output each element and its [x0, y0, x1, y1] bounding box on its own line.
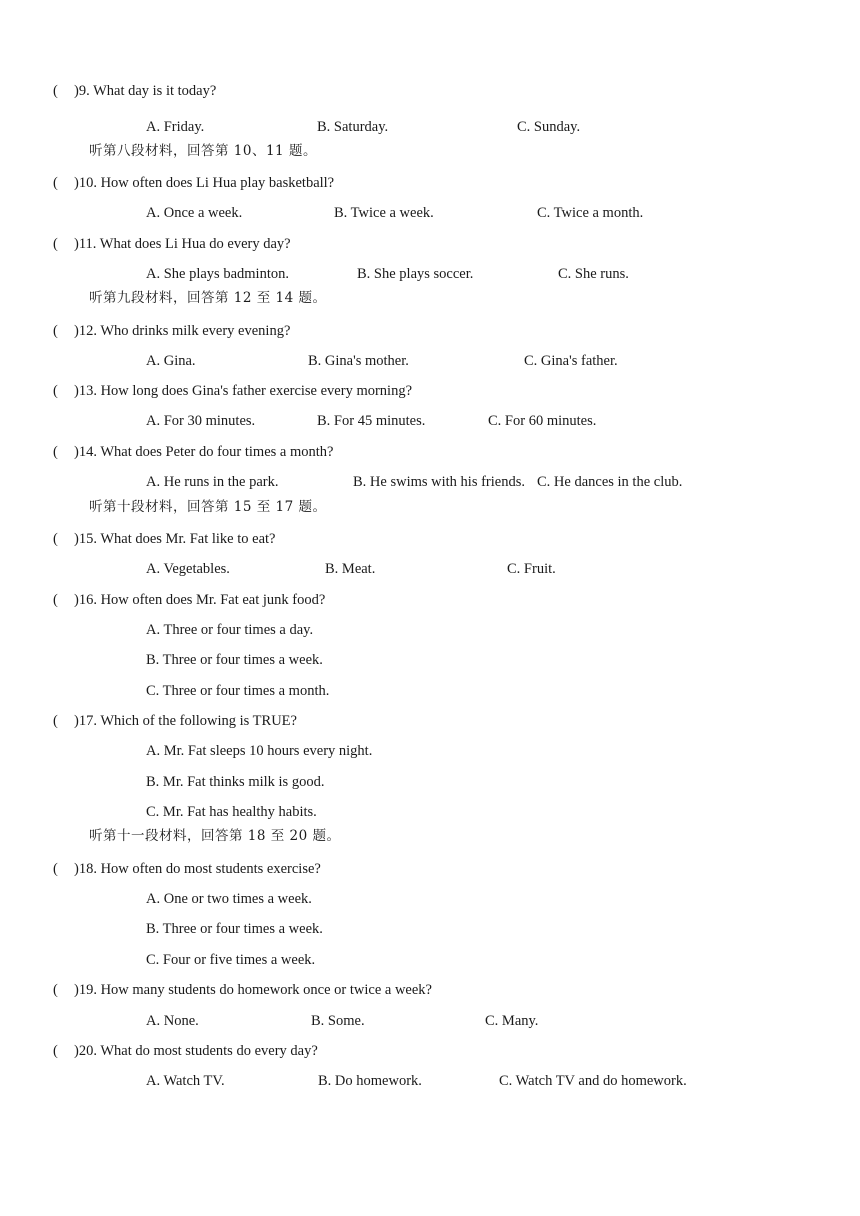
option-b: B. Three or four times a week. — [146, 921, 323, 937]
question-stem: )13. How long does Gina's father exercise every morning? — [74, 383, 413, 399]
option-a: A. Gina. — [146, 353, 196, 369]
section-heading-11: 听第十一段材料，回答第 18 至 20 题。 — [89, 828, 341, 844]
answer-blank-10: ( — [53, 175, 58, 191]
option-c: C. Fruit. — [507, 561, 556, 577]
answer-blank-15: ( — [53, 531, 58, 547]
question-stem: )10. How often does Li Hua play basketball? — [74, 175, 335, 191]
question-stem: )19. How many students do homework once or twice a week? — [74, 982, 432, 998]
option-a: A. For 30 minutes. — [146, 413, 256, 429]
option-b: B. Do homework. — [318, 1073, 422, 1089]
option-c: C. For 60 minutes. — [488, 413, 597, 429]
question-stem: )14. What does Peter do four times a month? — [74, 444, 334, 460]
option-b: B. For 45 minutes. — [317, 413, 426, 429]
answer-blank-11: ( — [53, 236, 58, 252]
question-stem: )12. Who drinks milk every evening? — [74, 323, 291, 339]
option-c: C. Four or five times a week. — [146, 952, 316, 968]
option-b: B. Twice a week. — [334, 205, 434, 221]
option-a: A. None. — [146, 1013, 199, 1029]
option-b: B. Mr. Fat thinks milk is good. — [146, 774, 325, 790]
option-a: A. Friday. — [146, 119, 205, 135]
option-c: C. Three or four times a month. — [146, 683, 330, 699]
section-heading-9: 听第九段材料，回答第 12 至 14 题。 — [89, 290, 327, 306]
question-stem: )20. What do most students do every day? — [74, 1043, 318, 1059]
option-a: A. Mr. Fat sleeps 10 hours every night. — [146, 743, 373, 759]
option-a: A. She plays badminton. — [146, 266, 289, 282]
section-heading-8: 听第八段材料，回答第 10、11 题。 — [89, 143, 317, 159]
option-a: A. He runs in the park. — [146, 474, 279, 490]
option-b: B. She plays soccer. — [357, 266, 474, 282]
question-stem: )11. What does Li Hua do every day? — [74, 236, 291, 252]
option-c: C. Watch TV and do homework. — [499, 1073, 687, 1089]
option-b: B. Three or four times a week. — [146, 652, 323, 668]
option-c: C. She runs. — [558, 266, 629, 282]
answer-blank-14: ( — [53, 444, 58, 460]
answer-blank-16: ( — [53, 592, 58, 608]
question-stem: )18. How often do most students exercise? — [74, 861, 321, 877]
option-b: B. Gina's mother. — [308, 353, 409, 369]
option-b: B. Some. — [311, 1013, 365, 1029]
answer-blank-17: ( — [53, 713, 58, 729]
question-stem: )15. What does Mr. Fat like to eat? — [74, 531, 276, 547]
option-a: A. Once a week. — [146, 205, 243, 221]
option-a: A. Vegetables. — [146, 561, 230, 577]
answer-blank-18: ( — [53, 861, 58, 877]
option-c: C. Sunday. — [517, 119, 581, 135]
section-heading-10: 听第十段材料，回答第 15 至 17 题。 — [89, 499, 327, 515]
option-b: B. Saturday. — [317, 119, 389, 135]
question-stem: )9. What day is it today? — [74, 83, 217, 99]
option-a: A. Three or four times a day. — [146, 622, 314, 638]
answer-blank-19: ( — [53, 982, 58, 998]
option-a: A. One or two times a week. — [146, 891, 312, 907]
question-stem: )16. How often does Mr. Fat eat junk food? — [74, 592, 326, 608]
option-c: C. Gina's father. — [524, 353, 618, 369]
answer-blank-20: ( — [53, 1043, 58, 1059]
option-c: C. Twice a month. — [537, 205, 644, 221]
answer-blank-13: ( — [53, 383, 58, 399]
option-c: C. He dances in the club. — [537, 474, 683, 490]
answer-blank-9: ( — [53, 83, 58, 99]
option-b: B. He swims with his friends. — [353, 474, 525, 490]
option-c: C. Mr. Fat has healthy habits. — [146, 804, 317, 820]
option-b: B. Meat. — [325, 561, 376, 577]
option-a: A. Watch TV. — [146, 1073, 225, 1089]
answer-blank-12: ( — [53, 323, 58, 339]
question-stem: )17. Which of the following is TRUE? — [74, 713, 297, 729]
option-c: C. Many. — [485, 1013, 539, 1029]
